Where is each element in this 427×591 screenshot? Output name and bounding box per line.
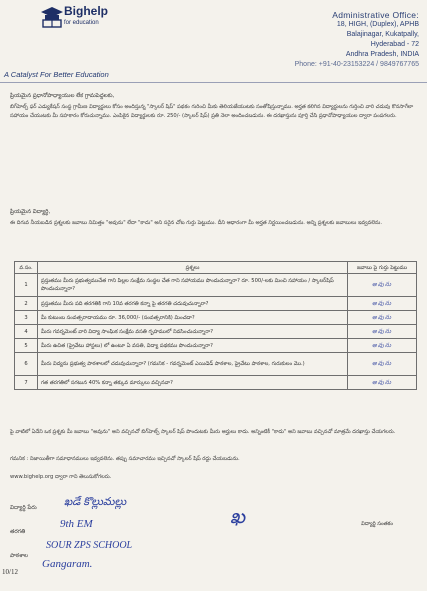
question-text: ప్రస్తుతము మీరు పది తరగతికి గాని 10వ తరగతి కన్నా పై తరగతి చదువుచున్నారా?	[38, 297, 348, 311]
header-answer: జవాబు పై గుర్తు పెట్టుము	[348, 262, 417, 274]
table-row	[15, 376, 417, 390]
class-label: తరగతి	[10, 529, 26, 535]
question-number: 7	[15, 376, 38, 390]
answer-cell[interactable]	[348, 311, 417, 325]
table-row	[15, 353, 417, 376]
question-text: మీ కుటుంబ సంవత్సరాదాయము రూ. 36,000/- (సంవత్సరానికి) మించదా?	[38, 311, 348, 325]
brand-name: Bighelp	[64, 4, 108, 18]
answer-cell[interactable]	[348, 353, 417, 376]
office-title: Administrative Office:	[332, 10, 419, 20]
question-number: 3	[15, 311, 38, 325]
answer-mark: అవును	[371, 300, 393, 307]
table-header-row	[15, 262, 417, 274]
answer-cell[interactable]	[348, 376, 417, 390]
school-label: పాఠశాల	[10, 553, 28, 559]
answer-mark: అవును	[371, 379, 393, 386]
header-questions: ప్రశ్నలు	[38, 262, 348, 274]
answer-cell[interactable]	[348, 325, 417, 339]
student-salutation: ప్రియమైన విద్యార్థి,	[10, 209, 51, 215]
school-value-line-2[interactable]: Gangaram.	[42, 558, 93, 570]
question-number: 5	[15, 339, 38, 353]
question-number: 4	[15, 325, 38, 339]
address-line-1: 18, HIGH, (Duplex), APHB	[336, 21, 419, 28]
question-text: మీరు ఉచిత (ప్రైవేటు హాస్టలు) లో ఉంటూ ఏ వసతి, విద్యా పథకము పొందుచున్నారా?	[38, 339, 348, 353]
signature-mark[interactable]: ఖ	[230, 506, 246, 528]
table-row	[15, 274, 417, 297]
name-label: విద్యార్థి పేరు	[10, 505, 37, 511]
margin-note: 10/12	[2, 568, 18, 576]
question-text: మీరు గవర్నమెంట్ వారి విద్యా సాంఘిక సంక్షేమ వసతి గృహములో నివసించుచున్నారా?	[38, 325, 348, 339]
table-row	[15, 297, 417, 311]
answer-mark: అవును	[371, 282, 393, 288]
office-address	[295, 10, 419, 70]
answer-mark: అవును	[371, 328, 393, 335]
header-divider	[0, 82, 427, 83]
table-row	[15, 325, 417, 339]
answer-mark: అవును	[371, 342, 393, 349]
bighelp-logo-icon	[40, 6, 64, 28]
eligibility-note: పై వాటిలో ఏదేని ఒక ప్రశ్నకు మీ జవాబు "అవును" అని వచ్చినచో బిగ్‌హెల్ప్ స్కాలర్ షిప్ పొందుటకు మీరు అర్హులు కాదు. అన్నింటికీ "కాదు" అని జవాబు వచ్చినచో మాత్రమే దరఖాస్తు చేయగలరు.	[10, 429, 396, 435]
answer-mark: అవును	[371, 314, 393, 321]
signature-label: విద్యార్థి సంతకం	[361, 521, 393, 527]
question-text: గత తరగతిలో సగటున 40% కన్నా తక్కువ మార్కులు వచ్చినవా?	[38, 376, 348, 390]
questionnaire-table	[14, 261, 417, 390]
answer-cell[interactable]	[348, 297, 417, 311]
answer-cell[interactable]	[348, 274, 417, 297]
intro-paragraph: బిగ్‌హెల్ప్ ఫర్ ఎడ్యుకేషన్ సంస్థ గ్రామీణ విద్యార్థులు కోసం అందిస్తున్న "స్కాలర్ షిప్" పథకం గురించి మీకు తెలియజేయుటకు సంతోషిస్తున్నాము. అర్హత కలిగిన విద్యార్థులను గుర్తించి వారి చదువు కొనసాగేలా సహాయం చేయుటకు మీ సహకారం కోరుచున్నాము. ఎంపికైన విద్యార్థులకు రూ. 250/- (స్కాలర్ షిప్) ప్రతి నెలా అందించబడును. ఈ దరఖాస్తును పూర్తి చేసి ప్రధానోపాధ్యాయుల ద్వారా పంపగలరు.	[10, 104, 414, 119]
address-line-4: Andhra Pradesh, INDIA	[345, 51, 419, 58]
salutation: ప్రియమైన ప్రధానోపాధ్యాయుల లేక గ్రామపెద్దలకు,	[10, 93, 115, 99]
brand-subtitle: for education	[64, 20, 99, 26]
question-number: 6	[15, 353, 38, 376]
caution-note: గమనిక : నిజాయితీగా సమాధానములు ఇవ్వవలెను. తప్పు సమాచారము ఇచ్చినచో స్కాలర్ షిప్ రద్దు చేయబడును.	[10, 456, 240, 462]
header-serial: వ.సం.	[15, 262, 38, 274]
question-text: మీరు విద్యను ప్రభుత్వ పాఠశాలలో చదువుచున్నారా? (గమనిక - గవర్నమెంట్ ఎయిడెడ్ పాఠశాల, ప్రైవేటు పాఠశాల, గురుకులం మొ.)	[38, 353, 348, 376]
phone-number: Phone: +91-40-23153224 / 9849767765	[294, 61, 419, 68]
table-row	[15, 311, 417, 325]
table-row	[15, 339, 417, 353]
name-value[interactable]: ఖడే కొల్లుమల్లు	[64, 496, 127, 508]
address-line-3: Hyderabad - 72	[370, 41, 419, 48]
answer-mark: అవును	[371, 361, 393, 367]
website-note: www.bighelp.org ద్వారా గాని తెలుసుకోగలరు.	[10, 474, 112, 480]
answer-cell[interactable]	[348, 339, 417, 353]
question-number: 2	[15, 297, 38, 311]
question-number: 1	[15, 274, 38, 297]
class-value[interactable]: 9th EM	[60, 518, 93, 530]
school-value-line-1[interactable]: SOUR ZPS SCHOOL	[46, 540, 133, 551]
tagline: A Catalyst For Better Education	[4, 70, 109, 79]
question-text: ప్రస్తుతము మీరు ప్రభుత్వముచేత గాని పిల్లల సంక్షేమ సంస్థల చేత గాని సహాయము పొందుచున్నారా? రూ. 500/-లకు మించి సహాయం / స్కాలర్‌షిప్ పొందుచున్నారా?	[38, 274, 348, 297]
address-line-2: Balajinagar, Kukatpally,	[346, 31, 419, 38]
instructions-paragraph: ఈ దిగువ నీయబడిన ప్రశ్నలకు జవాబు నిమిత్తం "అవును" లేదా "కాదు" అని సరైన చోట గుర్తు పెట్టుము. దీని ఆధారంగా మీ అర్హత నిర్ణయించబడును. అన్ని ప్రశ్నలకు జవాబులు ఇవ్వవలెను.	[10, 220, 382, 226]
